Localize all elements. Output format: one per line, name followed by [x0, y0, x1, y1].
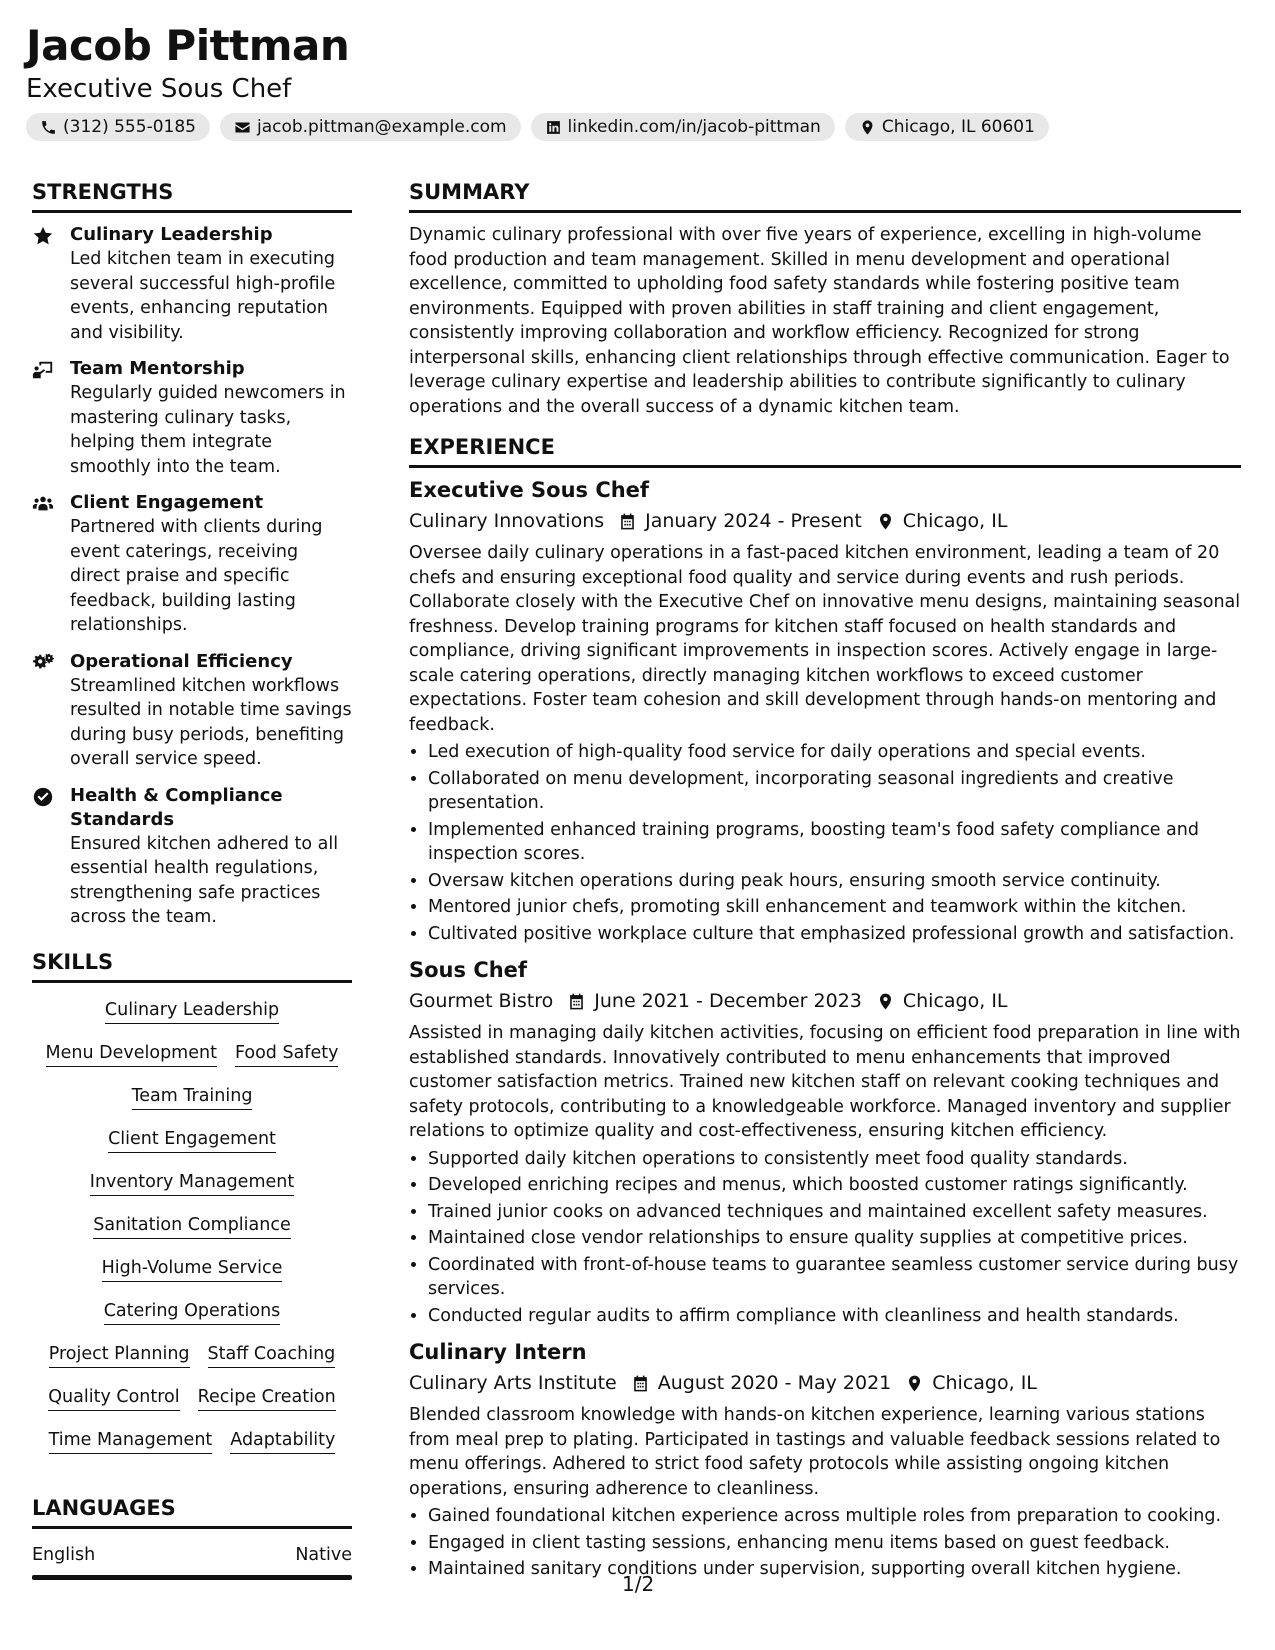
strength-text: Regularly guided newcomers in mastering culinary tasks, helping them integrate smoothly into the team.: [70, 383, 346, 477]
calendar-icon: [567, 992, 586, 1011]
job-meta: [409, 507, 1241, 535]
job-dates: January 2024 - Present: [645, 510, 862, 532]
strength-item: [32, 650, 352, 772]
strength-item: [32, 357, 352, 479]
strength-text: Ensured kitchen adhered to all essential health regulations, strengthening safe practices across the team.: [70, 833, 339, 927]
check-circle-icon: [32, 786, 54, 808]
job-position: Executive Sous Chef: [409, 478, 650, 502]
strength-text: Led kitchen team in executing several successful high-profile events, enhancing reputation and visibility.: [70, 249, 336, 343]
contact-bar: [26, 113, 1049, 141]
linkedin-icon: [545, 119, 562, 136]
skill-tag: Team Training: [132, 1085, 253, 1110]
summary-heading: SUMMARY: [409, 178, 1241, 213]
experience-heading: EXPERIENCE: [409, 433, 1241, 468]
location-pin-icon: [876, 512, 895, 531]
job-title: Executive Sous Chef: [26, 74, 292, 104]
phone-text: (312) 555-0185: [63, 117, 196, 137]
linkedin-text: linkedin.com/in/jacob-pittman: [567, 117, 821, 137]
right-column: [409, 178, 1241, 1584]
job-dates: August 2020 - May 2021: [657, 1372, 892, 1394]
skill-tag: Time Management: [49, 1429, 213, 1454]
language-name: English: [32, 1544, 96, 1565]
job-location: Chicago, IL: [902, 510, 1008, 532]
envelope-icon: [234, 119, 251, 136]
skill-tag: Staff Coaching: [208, 1343, 336, 1368]
job-bullet: • Developed enriching recipes and menus, which boosted customer ratings significantly.: [428, 1173, 1241, 1198]
language-level: Native: [295, 1544, 352, 1565]
job-entry: [409, 1338, 1241, 1582]
summary-text: Dynamic culinary professional with over five years of experience, excelling in high-volume food production and team management. Skilled in menu development and operational excellence, committed to upholding food safety standards while fostering positive team environments. Equipped with proven abilities in staff training and client engagement, consistently improving collaboration and workflow efficiency. Recognized for strong interpersonal skills, enhancing client relationships through effective communication. Eager to leverage culinary expertise and leadership abilities to contribute significantly to culinary operations and the overall success of a dynamic kitchen team.: [409, 225, 1230, 417]
page-indicator: 1/2: [622, 1572, 655, 1596]
presenter-icon: [32, 359, 54, 381]
gears-icon: [32, 652, 54, 674]
job-bullets: [409, 1504, 1241, 1582]
strength-text: Streamlined kitchen workflows resulted in notable time savings during busy periods, benefiting overall service speed.: [70, 675, 352, 769]
skill-tag: Client Engagement: [108, 1128, 276, 1153]
location-text: Chicago, IL 60601: [881, 117, 1035, 137]
job-description: Assisted in managing daily kitchen activities, focusing on efficient food preparation in line with established standards. Innovatively contributed to menu enhancements that improved customer satisfaction metrics. Trained new kitchen staff on relevant cooking techniques and safety protocols, contributing to a knowledgeable workforce. Managed inventory and supplier relations to optimize quality and cost-effectiveness, ensuring kitchen efficiency.: [409, 1023, 1241, 1141]
skill-tag: Recipe Creation: [198, 1386, 336, 1411]
job-bullet: • Oversaw kitchen operations during peak hours, ensuring smooth service continuity.: [428, 869, 1241, 894]
job-bullet: • Trained junior cooks on advanced techniques and maintained excellent safety measures.: [428, 1200, 1241, 1225]
location-pin-icon: [876, 992, 895, 1011]
strength-title: Team Mentorship: [70, 358, 245, 379]
location-pin-icon: [859, 119, 876, 136]
job-entry: [409, 476, 1241, 946]
strength-item: [32, 784, 352, 930]
candidate-name: Jacob Pittman: [26, 21, 350, 70]
job-description: Blended classroom knowledge with hands-on kitchen experience, learning various stations from meal prep to plating. Participated in tastings and valuable feedback sessions related to menu offerings. Adhered to strict food safety protocols while assisting ongoing kitchen operations, ensuring adherence to cleanliness.: [409, 1405, 1221, 1499]
location-pill: [845, 113, 1049, 141]
strength-item: [32, 223, 352, 345]
strength-title: Culinary Leadership: [70, 224, 273, 245]
job-description: Oversee daily culinary operations in a fast-paced kitchen environment, leading a team of 20 chefs and ensuring exceptional food quality and service during events and rush periods. Collaborate closely with the Executive Chef on innovative menu designs, maintaining seasonal freshness. Develop training programs for kitchen staff focused on health standards and compliance, driving significant improvements in inspection scores. Actively engage in large-scale catering operations, directly managing kitchen workflows to exceed customer expectations. Foster team cohesion and skill development through hands-on mentoring and feedback.: [409, 543, 1241, 735]
job-bullet: • Engaged in client tasting sessions, enhancing menu items based on guest feedback.: [428, 1531, 1241, 1556]
job-meta: [409, 987, 1241, 1015]
strength-title: Client Engagement: [70, 492, 264, 513]
email-text: jacob.pittman@example.com: [256, 117, 507, 137]
phone-icon: [40, 119, 57, 136]
job-position: Sous Chef: [409, 958, 528, 982]
job-company: Gourmet Bistro: [409, 990, 554, 1012]
job-bullet: • Cultivated positive workplace culture that emphasized professional growth and satisfaction.: [428, 922, 1241, 947]
strength-title: Operational Efficiency: [70, 650, 293, 672]
languages-heading: LANGUAGES: [32, 1494, 352, 1529]
job-bullet: • Gained foundational kitchen experience across multiple roles from preparation to cooking.: [428, 1504, 1241, 1529]
phone-pill[interactable]: [26, 113, 210, 141]
job-bullets: [409, 1147, 1241, 1329]
job-dates: June 2021 - December 2023: [594, 990, 862, 1012]
skills-list: [32, 999, 352, 1454]
job-bullet: • Conducted regular audits to affirm compliance with cleanliness and health standards.: [428, 1304, 1241, 1329]
job-meta: [409, 1369, 1241, 1397]
job-location: Chicago, IL: [932, 1372, 1037, 1394]
job-bullet: • Mentored junior chefs, promoting skill enhancement and teamwork within the kitchen.: [428, 895, 1241, 920]
skill-tag: Food Safety: [235, 1042, 339, 1067]
left-column: [32, 178, 352, 1580]
skill-tag: Sanitation Compliance: [93, 1214, 290, 1239]
job-bullet: • Maintained close vendor relationships to ensure quality supplies at competitive prices.: [428, 1226, 1241, 1251]
users-icon: [32, 493, 54, 515]
language-row: [32, 1543, 352, 1567]
skills-heading: SKILLS: [32, 948, 352, 983]
strength-title: Health & Compliance Standards: [70, 784, 283, 830]
calendar-icon: [631, 1374, 650, 1393]
skill-tag: Quality Control: [48, 1386, 179, 1411]
skill-tag: Adaptability: [230, 1429, 335, 1454]
skill-tag: Catering Operations: [104, 1300, 281, 1325]
strengths-list: [32, 223, 352, 930]
job-bullet: • Led execution of high-quality food service for daily operations and special events.: [428, 740, 1241, 765]
linkedin-pill[interactable]: [531, 113, 835, 141]
strengths-heading: STRENGTHS: [32, 178, 352, 213]
job-entry: [409, 956, 1241, 1328]
email-pill[interactable]: [220, 113, 521, 141]
skill-tag: Project Planning: [49, 1343, 190, 1368]
language-level-bar: [32, 1575, 352, 1580]
strength-item: [32, 491, 352, 638]
skill-tag: High-Volume Service: [102, 1257, 283, 1282]
job-company: Culinary Innovations: [409, 510, 605, 532]
skill-tag: Menu Development: [46, 1042, 217, 1067]
skill-tag: Inventory Management: [90, 1171, 294, 1196]
calendar-icon: [618, 512, 637, 531]
skill-tag: Culinary Leadership: [105, 999, 279, 1024]
job-bullet: • Supported daily kitchen operations to consistently meet food quality standards.: [428, 1147, 1241, 1172]
job-bullet: • Implemented enhanced training programs, boosting team's food safety compliance and inspection scores.: [428, 818, 1241, 867]
job-location: Chicago, IL: [902, 990, 1008, 1012]
strength-text: Partnered with clients during event caterings, receiving direct praise and specific feedback, building lasting relationships.: [70, 517, 323, 635]
job-bullet: • Maintained sanitary conditions under supervision, supporting overall kitchen hygiene.: [428, 1557, 1241, 1582]
job-position: Culinary Intern: [409, 1340, 587, 1364]
job-bullets: [409, 740, 1241, 946]
star-icon: [32, 225, 54, 247]
job-bullet: • Coordinated with front-of-house teams to guarantee seamless customer service during busy services.: [428, 1253, 1241, 1302]
location-pin-icon: [905, 1374, 924, 1393]
job-company: Culinary Arts Institute: [409, 1372, 617, 1394]
job-bullet: • Collaborated on menu development, incorporating seasonal ingredients and creative presentation.: [428, 767, 1241, 816]
